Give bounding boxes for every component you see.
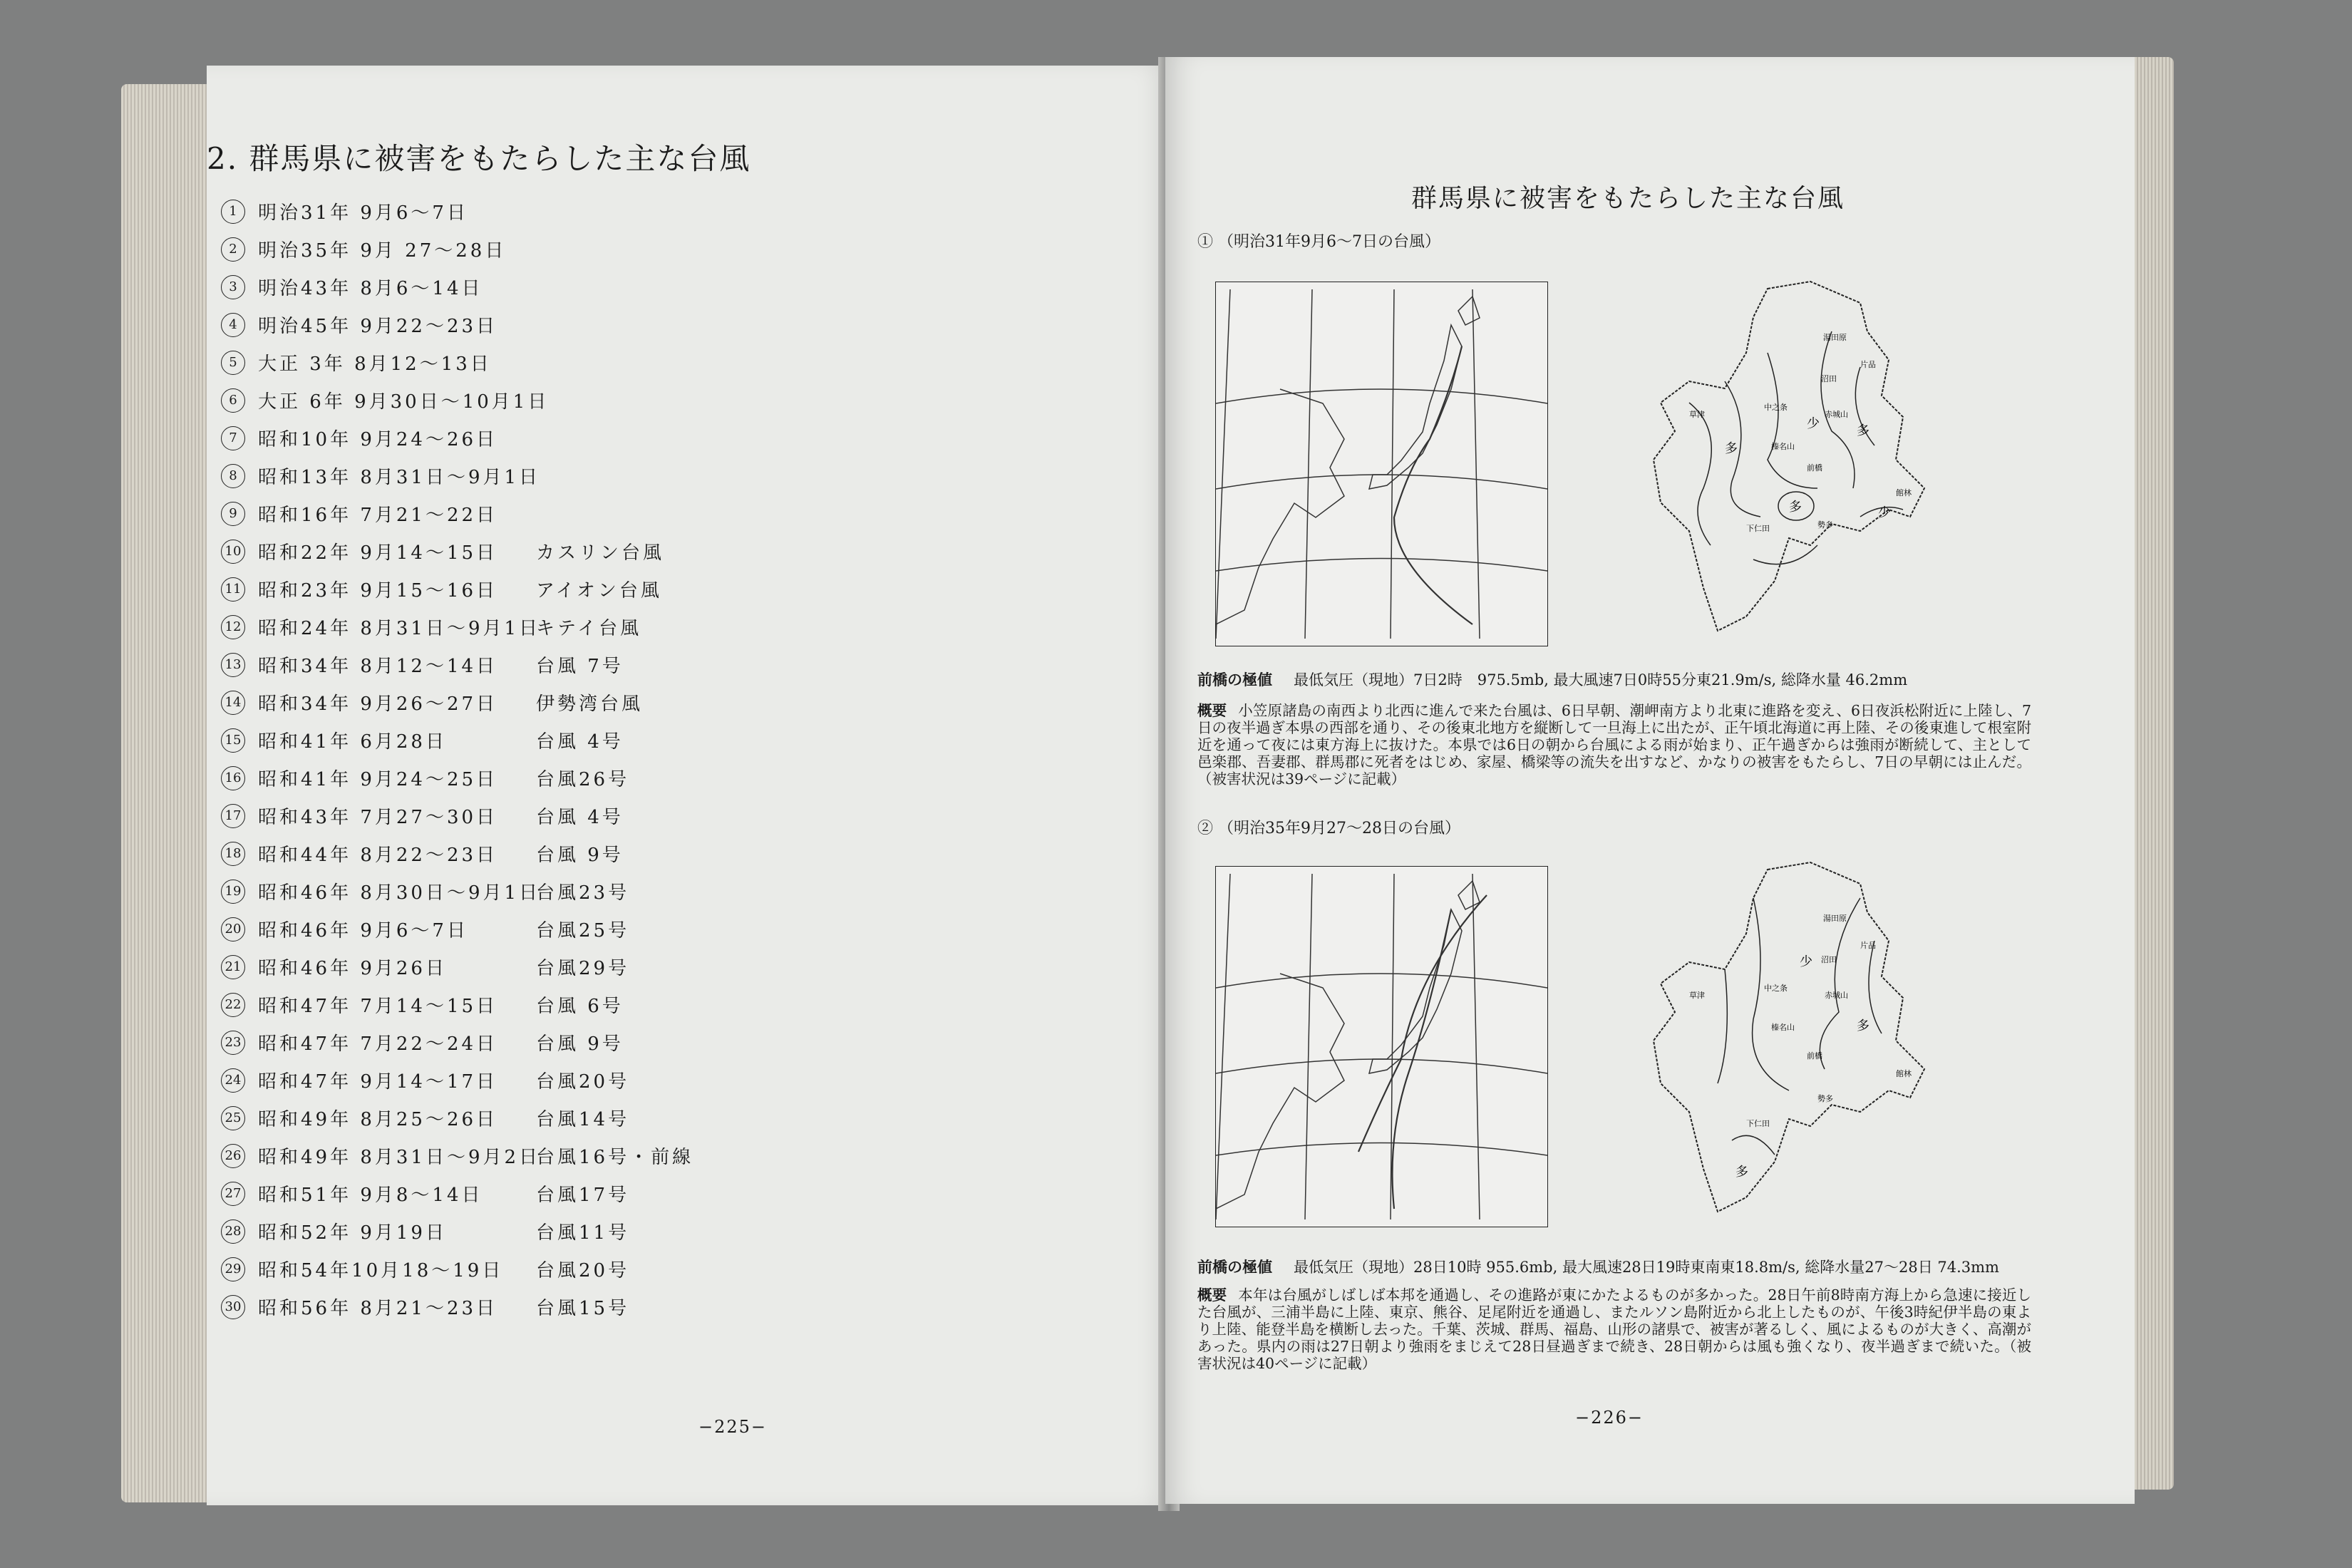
page-edges-left — [121, 84, 214, 1502]
typhoon-date: 昭和47年 7月14〜15日 — [258, 996, 498, 1017]
typhoon-list-item — [221, 910, 693, 948]
typhoon-list-item — [221, 457, 693, 495]
entry-1-stat-label: 前橋の極値 — [1197, 671, 1272, 688]
typhoon-date: 昭和43年 7月27〜30日 — [258, 807, 498, 828]
map1-label-d: 多 — [1789, 500, 1802, 515]
typhoon-date: 昭和46年 9月6〜7日 — [258, 920, 468, 942]
item-number-circle: 21 — [221, 955, 245, 979]
typhoon-list — [221, 192, 693, 1326]
entry-1-rainfall-map — [1646, 274, 1931, 645]
page-edges-right — [2131, 57, 2174, 1490]
entry-2-summary — [1197, 1286, 2031, 1372]
item-number-circle: 24 — [221, 1068, 245, 1093]
typhoon-date: 昭和13年 8月31日〜9月1日 — [258, 467, 541, 488]
typhoon-list-item — [221, 1061, 693, 1099]
typhoon-list-item — [221, 1288, 693, 1326]
item-number-circle: 14 — [221, 691, 245, 715]
typhoon-date: 昭和46年 8月30日〜9月1日 — [258, 882, 541, 904]
item-number-circle: 12 — [221, 615, 245, 639]
map1-place-3: 中之条 — [1764, 403, 1788, 412]
item-number-circle: 2 — [221, 237, 245, 262]
page-number-left: −225− — [698, 1417, 768, 1437]
typhoon-list-item — [221, 1099, 693, 1137]
item-number-circle: 23 — [221, 1031, 245, 1055]
typhoon-date: 昭和49年 8月31日〜9月2日 — [258, 1147, 541, 1168]
item-number-circle: 9 — [221, 502, 245, 526]
typhoon-list-item — [221, 419, 693, 457]
map2-place-1: 片品 — [1860, 941, 1876, 950]
typhoon-name: キテイ台風 — [536, 618, 642, 639]
typhoon-date: 昭和41年 6月28日 — [258, 731, 447, 753]
map2-place-8: 下仁田 — [1746, 1119, 1770, 1128]
typhoon-date: 明治31年 9月6〜7日 — [258, 202, 468, 224]
map2-label-b: 多 — [1857, 1018, 1869, 1033]
map2-place-4: 赤城山 — [1825, 991, 1848, 1000]
typhoon-name: 台風 9号 — [536, 1033, 624, 1055]
typhoon-list-item — [221, 872, 693, 910]
entry-2-rainfall-map — [1646, 855, 1931, 1219]
typhoon-list-item — [221, 684, 693, 721]
track-map-1-graphic — [1216, 282, 1547, 646]
typhoon-name: 台風11号 — [536, 1222, 630, 1244]
typhoon-name: 台風29号 — [536, 958, 630, 979]
right-page-title: 群馬県に被害をもたらした主な台風 — [1411, 184, 1845, 213]
typhoon-list-item — [221, 986, 693, 1023]
entry-1-summary-text: 小笠原諸島の南西より北西に進んで来た台風は、6日早朝、潮岬南方より北東に進路を変え、6日夜浜松附近に上陸し、7日の夜半過ぎ本県の西部を通り、その後東北地方を縦断して一旦海上に出たが、正午頃北海道に再上陸、その後東進して根室附近を通って夜には東方海上に抜けた。本県では6日の朝から台風による雨が始まり、正午過ぎからは強雨が断続して、主として邑楽郡、吾妻郡、群馬郡に死者をはじめ、家屋、橋梁等の流失を出すなど、かなりの被害をもたらし、7日の早朝には止んだ。（被害状況は39ページに記載） — [1197, 702, 2032, 788]
typhoon-list-item — [221, 192, 693, 230]
typhoon-date: 昭和24年 8月31日〜9月1日 — [258, 618, 541, 639]
map1-label-a: 多 — [1725, 441, 1738, 456]
entry-1-caption: ① （明治31年9月6〜7日の台風） — [1197, 233, 1440, 251]
item-number-circle: 25 — [221, 1106, 245, 1130]
item-number-circle: 29 — [221, 1257, 245, 1281]
typhoon-date: 昭和49年 8月25〜26日 — [258, 1109, 498, 1130]
map1-place-7: 勢多 — [1817, 520, 1833, 530]
map1-place-9: 館林 — [1896, 488, 1912, 497]
map1-label-e: 少 — [1878, 505, 1891, 520]
item-number-circle: 8 — [221, 464, 245, 488]
typhoon-list-item — [221, 721, 693, 759]
item-number-circle: 16 — [221, 766, 245, 790]
typhoon-list-item — [221, 797, 693, 835]
typhoon-list-item — [221, 646, 693, 684]
map1-place-4: 赤城山 — [1825, 410, 1848, 419]
typhoon-list-item — [221, 608, 693, 646]
typhoon-list-item — [221, 1212, 693, 1250]
item-number-circle: 7 — [221, 426, 245, 450]
typhoon-name: 台風25号 — [536, 920, 630, 942]
item-number-circle: 20 — [221, 917, 245, 942]
map2-place-9: 館林 — [1896, 1069, 1912, 1078]
map2-place-5: 榛名山 — [1771, 1023, 1795, 1032]
typhoon-date: 昭和56年 8月21〜23日 — [258, 1298, 498, 1319]
item-number-circle: 1 — [221, 200, 245, 224]
map2-place-7: 勢多 — [1817, 1094, 1833, 1103]
typhoon-list-item — [221, 948, 693, 986]
typhoon-date: 昭和52年 9月19日 — [258, 1222, 447, 1244]
map2-place-0: 湯田原 — [1823, 914, 1847, 923]
typhoon-name: カスリン台風 — [536, 542, 665, 564]
item-number-circle: 3 — [221, 275, 245, 299]
item-number-circle: 19 — [221, 880, 245, 904]
typhoon-name: 伊勢湾台風 — [536, 693, 644, 715]
map1-place-2: 沼田 — [1821, 374, 1837, 383]
typhoon-name: 台風 9号 — [536, 845, 624, 866]
typhoon-list-item — [221, 1175, 693, 1212]
typhoon-date: 昭和51年 9月8〜14日 — [258, 1185, 483, 1206]
typhoon-date: 昭和22年 9月14〜15日 — [258, 542, 498, 564]
item-number-circle: 13 — [221, 653, 245, 677]
item-number-circle: 6 — [221, 388, 245, 413]
typhoon-list-item — [221, 1250, 693, 1288]
map2-place-6: 前橋 — [1807, 1051, 1822, 1061]
entry-1-summary — [1197, 702, 2031, 788]
map1-label-b: 少 — [1807, 416, 1820, 431]
typhoon-date: 昭和54年10月18〜19日 — [258, 1260, 504, 1281]
typhoon-list-item — [221, 495, 693, 532]
entry-1-summary-label: 概要 — [1197, 702, 1227, 719]
typhoon-name: 台風 7号 — [536, 656, 624, 677]
entry-1-stats — [1197, 669, 1907, 690]
typhoon-name: 台風 4号 — [536, 807, 624, 828]
track-map-2-graphic — [1216, 867, 1547, 1227]
typhoon-name: 台風14号 — [536, 1109, 630, 1130]
typhoon-list-item — [221, 759, 693, 797]
page-number-right: −226− — [1575, 1408, 1644, 1428]
item-number-circle: 22 — [221, 993, 245, 1017]
item-number-circle: 4 — [221, 313, 245, 337]
rainfall-map-2-graphic — [1646, 855, 1931, 1219]
typhoon-name: 台風23号 — [536, 882, 630, 904]
item-number-circle: 18 — [221, 842, 245, 866]
entry-2-caption: ② （明治35年9月27〜28日の台風） — [1197, 820, 1460, 837]
map2-place-2: 沼田 — [1821, 955, 1837, 964]
typhoon-date: 明治45年 9月22〜23日 — [258, 316, 498, 337]
entry-2-stats — [1197, 1256, 1999, 1277]
typhoon-list-item — [221, 381, 693, 419]
item-number-circle: 11 — [221, 577, 245, 602]
entry-2-summary-text: 本年は台風がしばしば本邦を通過し、その進路が東にかたよるものが多かった。28日午前8時南方海上から急速に接近した台風が、三浦半島に上陸、東京、熊谷、足尾附近を通過し、またルソン島附近から北上したものが、午後3時紀伊半島の東より上陸、能登半島を横断し去った。千葉、茨城、群馬、福島、山形の諸県で、被害が著るしく、風によるものが大きく、高潮があった。県内の雨は27日朝より強雨をまじえて28日昼過ぎまで続き、28日朝からは風も強くなり、夜半過ぎまで続いた。（被害状況は40ページに記載） — [1197, 1286, 2032, 1372]
entry-2-stat-text: 最低気圧（現地）28日10時 955.6mb, 最大風速28日19時東南東18.8m/s, 総降水量27〜28日 74.3mm — [1294, 1259, 1999, 1276]
typhoon-list-item — [221, 268, 693, 306]
typhoon-list-item — [221, 230, 693, 268]
map1-place-5: 榛名山 — [1771, 442, 1795, 451]
map2-label-c: 多 — [1735, 1165, 1748, 1180]
map2-place-3: 中之条 — [1764, 984, 1788, 993]
map1-place-8: 下仁田 — [1746, 524, 1770, 533]
item-number-circle: 28 — [221, 1219, 245, 1244]
typhoon-list-item — [221, 1023, 693, 1061]
item-number-circle: 10 — [221, 540, 245, 564]
typhoon-list-item — [221, 835, 693, 872]
entry-2-stat-label: 前橋の極値 — [1197, 1259, 1272, 1276]
item-number-circle: 17 — [221, 804, 245, 828]
typhoon-name: アイオン台風 — [536, 580, 662, 602]
typhoon-date: 大正 6年 9月30日〜10月1日 — [258, 391, 550, 413]
typhoon-date: 昭和34年 8月12〜14日 — [258, 656, 498, 677]
typhoon-list-item — [221, 1137, 693, 1175]
entry-2-summary-label: 概要 — [1197, 1286, 1227, 1304]
item-number-circle: 26 — [221, 1144, 245, 1168]
typhoon-name: 台風17号 — [536, 1185, 630, 1206]
typhoon-date: 明治35年 9月 27〜28日 — [258, 240, 507, 262]
typhoon-name: 台風15号 — [536, 1298, 630, 1319]
item-number-circle: 5 — [221, 351, 245, 375]
typhoon-date: 昭和47年 7月22〜24日 — [258, 1033, 498, 1055]
typhoon-date: 昭和10年 9月24〜26日 — [258, 429, 498, 450]
typhoon-name: 台風 4号 — [536, 731, 624, 753]
typhoon-list-item — [221, 344, 693, 381]
typhoon-date: 昭和46年 9月26日 — [258, 958, 447, 979]
entry-1-typhoon-track-map — [1215, 282, 1548, 646]
item-number-circle: 30 — [221, 1295, 245, 1319]
rainfall-map-1-graphic — [1646, 274, 1931, 645]
map1-place-1: 片品 — [1860, 360, 1876, 369]
typhoon-name: 台風26号 — [536, 769, 630, 790]
typhoon-date: 昭和47年 9月14〜17日 — [258, 1071, 498, 1093]
typhoon-date: 昭和44年 8月22〜23日 — [258, 845, 498, 866]
typhoon-date: 昭和23年 9月15〜16日 — [258, 580, 498, 602]
typhoon-date: 昭和41年 9月24〜25日 — [258, 769, 498, 790]
entry-1-stat-text: 最低気圧（現地）7日2時 975.5mb, 最大風速7日0時55分東21.9m/s, 総降水量 46.2mm — [1294, 671, 1908, 688]
typhoon-date: 明治43年 8月6〜14日 — [258, 278, 483, 299]
map1-place-0: 湯田原 — [1823, 333, 1847, 342]
map1-place-10: 草津 — [1689, 410, 1705, 419]
map1-place-6: 前橋 — [1807, 463, 1822, 473]
typhoon-date: 昭和34年 9月26〜27日 — [258, 693, 498, 715]
typhoon-name: 台風16号・前線 — [536, 1147, 694, 1168]
map2-label-a: 少 — [1800, 954, 1812, 969]
typhoon-list-item — [221, 570, 693, 608]
typhoon-name: 台風20号 — [536, 1260, 630, 1281]
typhoon-date: 大正 3年 8月12〜13日 — [258, 354, 492, 375]
section-title: 2. 群馬県に被害をもたらした主な台風 — [207, 141, 751, 176]
typhoon-name: 台風20号 — [536, 1071, 630, 1093]
map2-place-10: 草津 — [1689, 991, 1705, 1000]
typhoon-date: 昭和16年 7月21〜22日 — [258, 505, 498, 526]
item-number-circle: 27 — [221, 1182, 245, 1206]
typhoon-list-item — [221, 306, 693, 344]
item-number-circle: 15 — [221, 728, 245, 753]
entry-2-typhoon-track-map — [1215, 866, 1548, 1227]
typhoon-name: 台風 6号 — [536, 996, 624, 1017]
map1-label-c: 多 — [1857, 423, 1869, 438]
typhoon-list-item — [221, 532, 693, 570]
